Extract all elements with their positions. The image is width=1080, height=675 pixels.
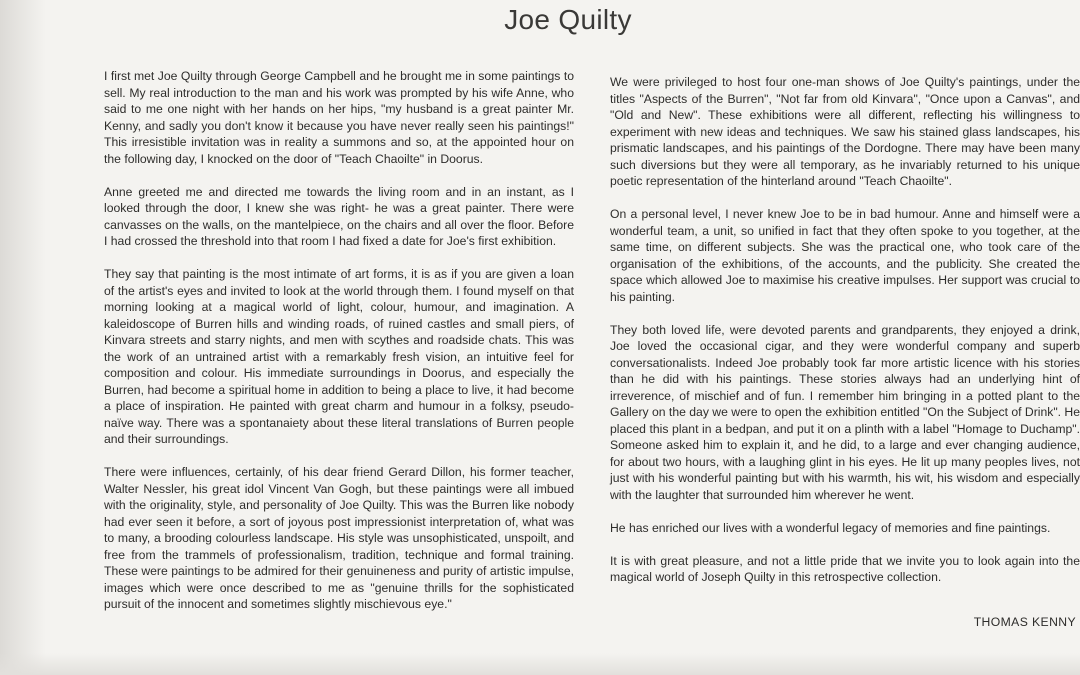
paragraph: Anne greeted me and directed me towards the living room and in an instant, as I looked through the door, I knew she was right- he was a great painter. There were canvasses on the walls, on the mantelpiece, on the chairs and all over the floor. Before I had crossed the threshold into that room I had fixed a date for Joe's first exhibition.: [104, 184, 574, 248]
paragraph: I first met Joe Quilty through George Campbell and he brought me in some paintings to sell. My real introduction to the man and his work was prompted by his wife Anne, who said to me one night with her hands on her hips, "my husband is a great painter Mr. Kenny, and sadly you don't know it because you have never really seen his paintings!" This irresistible invitation was in reality a summons and so, at the appointed hour on the following day, I knocked on the door of "Teach Chaoilte" in Doorus.: [104, 69, 574, 166]
author-signature: THOMAS KENNY: [973, 615, 1076, 629]
left-text-column: [104, 68, 574, 629]
paragraph: He has enriched our lives with a wonderful legacy of memories and fine paintings.: [610, 520, 1051, 535]
paragraph: There were influences, certainly, of his dear friend Gerard Dillon, his former teacher, Walter Nessler, his great idol Vincent Van Gogh, but these paintings were all imbued with the originality, style, and personality of Joe Quilty. This was the Burren like nobody had ever seen it before, a sort of joyous post impressionist interpretation of, what was to many, a brooding colourless landscape. His style was unsophisticated, unspoilt, and free from the trammels of professionalism, tradition, technique and formal training. These were paintings to be admired for their genuineness and purity of artistic impulse, images which were once described to me as "genuine thrills for the sophisticated pursuit of the innocent and sometimes slightly mischievous eye.": [104, 465, 574, 611]
paragraph: On a personal level, I never knew Joe to be in bad humour. Anne and himself were a wonderful team, a unit, so unified in fact that they often spoke to you together, at the same time, on different subjects. She was the practical one, who took care of the organisation of the exhibitions, of the accounts, and the publicity. She created the space which allowed Joe to maximise his creative impulses. Her support was crucial to his painting.: [610, 207, 1080, 304]
page-gutter-shadow: [0, 0, 46, 675]
page-bottom-shadow: [0, 653, 1080, 675]
page-title: Joe Quilty: [504, 4, 632, 35]
right-text-column: [610, 74, 1080, 602]
paragraph: We were privileged to host four one-man shows of Joe Quilty's paintings, under the titles "Aspects of the Burren", "Not far from old Kinvara", "Once upon a Canvas", and "Old and New". These exhibitions were all different, reflecting his willingness to experiment with new ideas and techniques. We saw his stained glass landscapes, his prismatic landscapes, and his paintings of the Dordogne. There may have been many such diversions but they were all temporary, as he invariably returned to his unique poetic representation of the hinterland around "Teach Chaoilte".: [610, 75, 1080, 188]
paragraph: It is with great pleasure, and not a little pride that we invite you to look again into the magical world of Joseph Quilty in this retrospective collection.: [610, 553, 1080, 584]
paragraph: They say that painting is the most intimate of art forms, it is as if you are given a loan of the artist's eyes and invited to look at the world through them. I found myself on that morning looking at a magical world of light, colour, humour, and imagination. A kaleidoscope of Burren hills and winding roads, of ruined castles and small piers, of Kinvara streets and starry nights, and men with scythes and roadside chats. This was the work of an untrained artist with a remarkably fresh vision, an intuitive feel for composition and colour. His immediate surroundings in Doorus, and especially the Burren, had become a spiritual home in addition to being a place to live, it had become a place of inspiration. He painted with great charm and humour in a folksy, pseudo-naïve way. There was a spontanaiety about these literal translations of Burren people and their surroundings.: [104, 267, 574, 446]
paragraph: They both loved life, were devoted parents and grandparents, they enjoyed a drink, Joe loved the occasional cigar, and they were wonderful company and superb conversationalists. Indeed Joe probably took far more artistic licence with his stories than he did with his paintings. These stories always had an underlying hint of irreverence, of mischief and of fun. I remember him bringing in a potted plant to the Gallery on the day we were to open the exhibition entitled "On the Subject of Drink". He placed this plant in a bedpan, and put it on a plinth with a label "Homage to Duchamp". Someone asked him to explain it, and he did, to a large and ever changing audience, for about two hours, with a laughing glint in his eyes. He lit up many peoples lives, not just with his wonderful painting but with his warmth, his wit, his wisdom and especially with the laughter that surrounded him wherever he went.: [610, 322, 1080, 502]
